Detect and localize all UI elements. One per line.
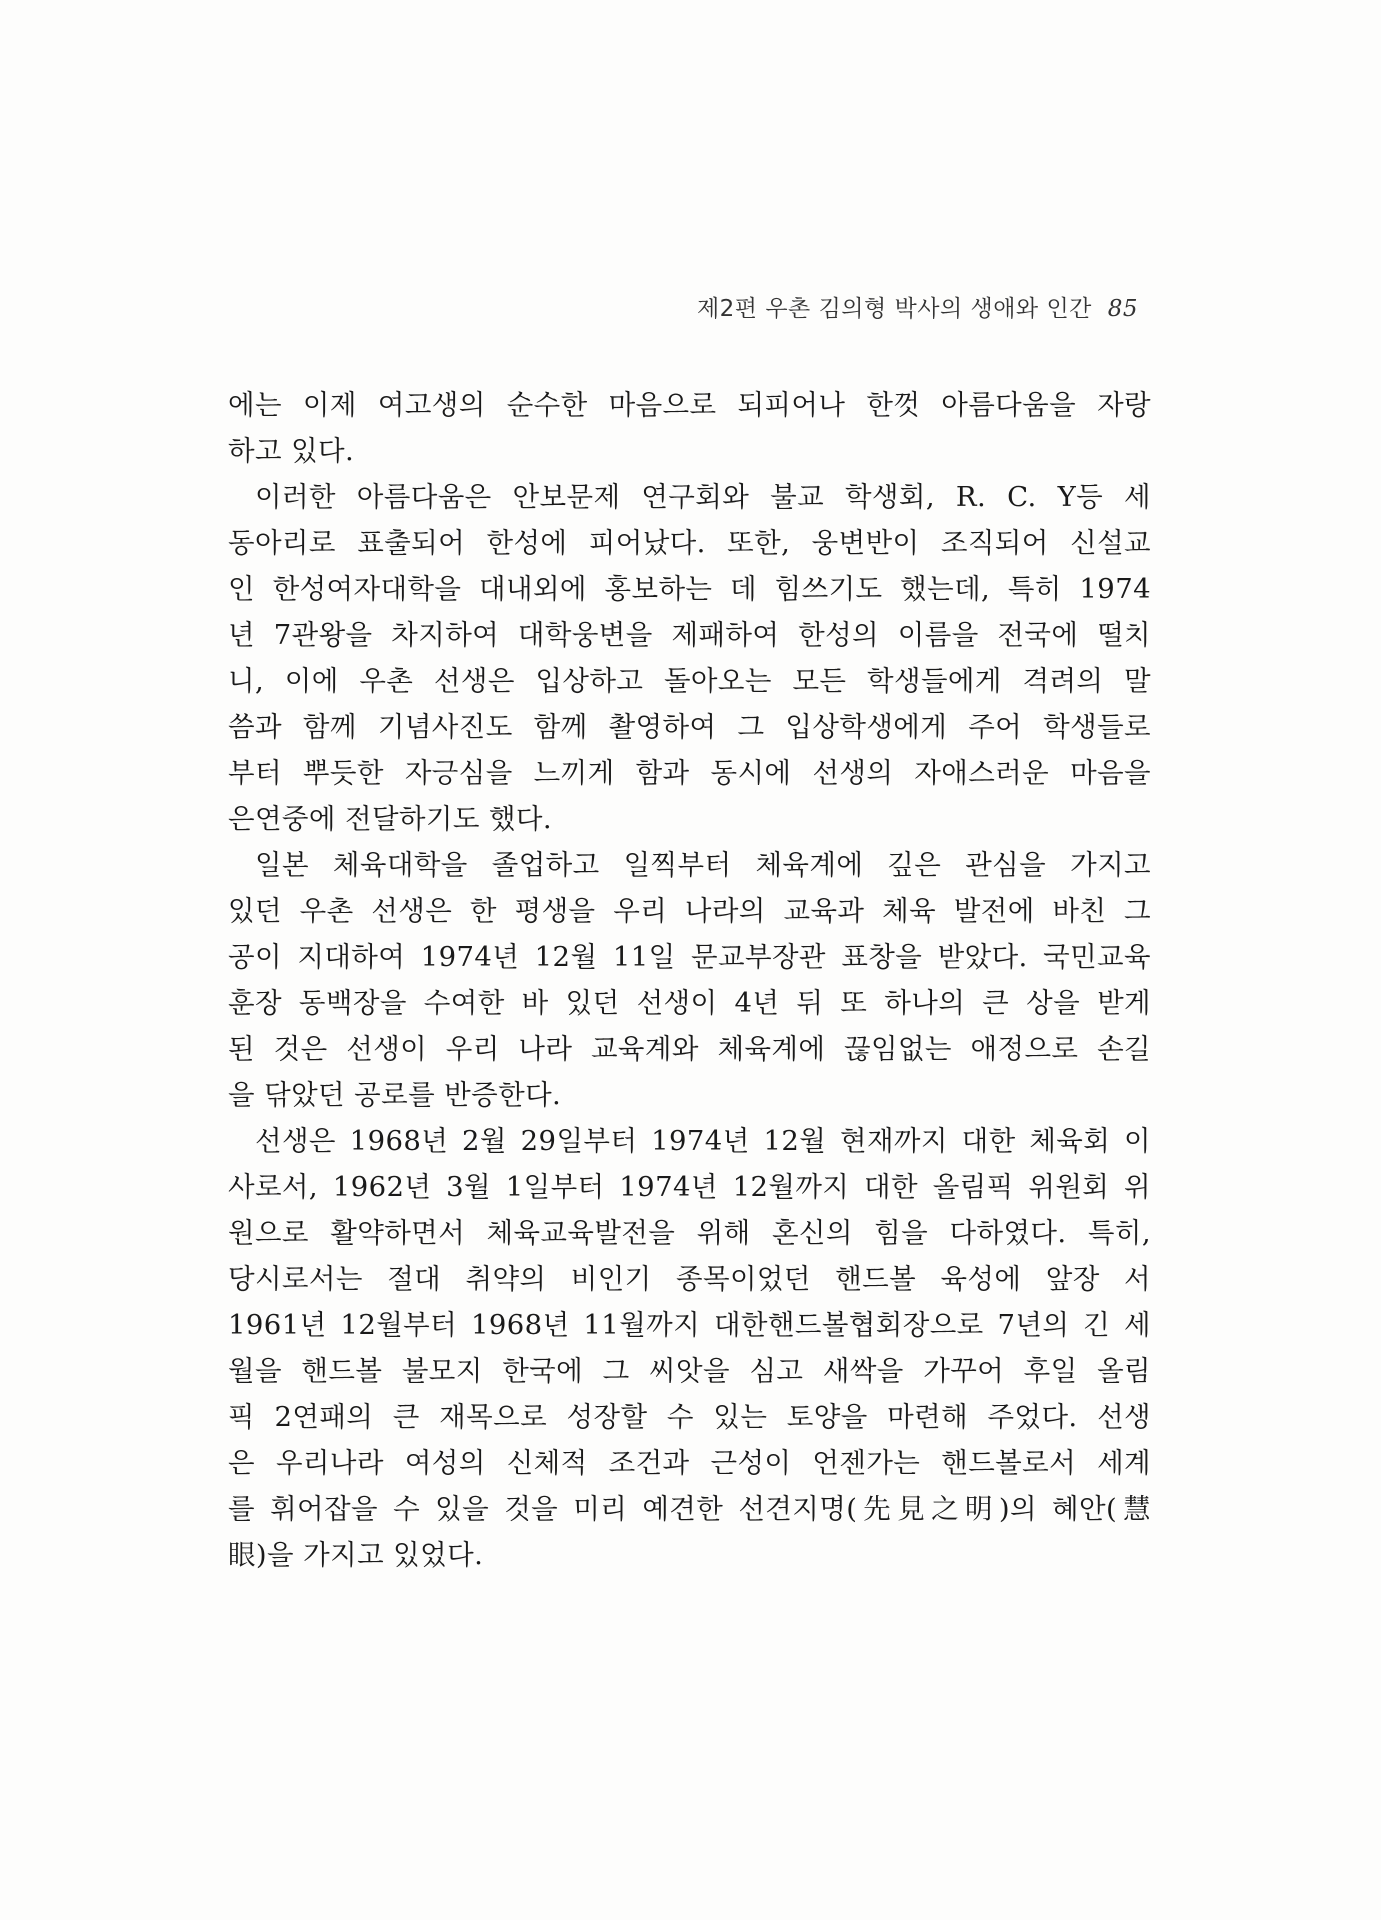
text-line: 년 7관왕을 차지하여 대학웅변을 제패하여 한성의 이름을 전국에 떨치 (228, 619, 1151, 651)
text-line: 에는 이제 여고생의 순수한 마음으로 되피어나 한껏 아름다움을 자랑 (228, 389, 1151, 421)
text-line: 있던 우촌 선생은 한 평생을 우리 나라의 교육과 체육 발전에 바친 그 (228, 895, 1151, 927)
body-text (228, 382, 1151, 1578)
text-line: 훈장 동백장을 수여한 바 있던 선생이 4년 뒤 또 하나의 큰 상을 받게 (228, 987, 1151, 1019)
text-line: 이러한 아름다움은 안보문제 연구회와 불교 학생회, R. C. Y등 세 (255, 481, 1151, 513)
text-line: 공이 지대하여 1974년 12월 11일 문교부장관 표창을 받았다. 국민교육 (228, 941, 1151, 973)
text-line: 를 휘어잡을 수 있을 것을 미리 예견한 선견지명(先見之明)의 혜안(慧 (228, 1493, 1151, 1525)
paragraph-1 (228, 382, 1151, 474)
text-line: 일본 체육대학을 졸업하고 일찍부터 체육계에 깊은 관심을 가지고 (255, 849, 1151, 881)
paragraph-4 (228, 1118, 1151, 1578)
text-line: 선생은 1968년 2월 29일부터 1974년 12월 현재까지 대한 체육회 이 (255, 1125, 1151, 1157)
text-line: 니, 이에 우촌 선생은 입상하고 돌아오는 모든 학생들에게 격려의 말 (228, 665, 1151, 697)
paragraph-3 (228, 842, 1151, 1118)
paragraph-2 (228, 474, 1151, 842)
chapter-title: 제2편 우촌 김의형 박사의 생애와 인간 (696, 296, 1092, 322)
text-line: 을 닦았던 공로를 반증한다. (228, 1079, 562, 1111)
text-line: 사로서, 1962년 3월 1일부터 1974년 12월까지 대한 올림픽 위원회 위 (228, 1171, 1151, 1203)
text-line: 동아리로 표출되어 한성에 피어났다. 또한, 웅변반이 조직되어 신설교 (228, 527, 1151, 559)
text-line: 하고 있다. (228, 435, 355, 467)
text-line: 원으로 활약하면서 체육교육발전을 위해 혼신의 힘을 다하였다. 특히, (228, 1217, 1151, 1249)
page-number: 85 (1107, 296, 1138, 322)
text-line: 부터 뿌듯한 자긍심을 느끼게 함과 동시에 선생의 자애스러운 마음을 (228, 757, 1151, 789)
text-line: 眼)을 가지고 있었다. (228, 1539, 484, 1571)
text-line: 월을 핸드볼 불모지 한국에 그 씨앗을 심고 새싹을 가꾸어 후일 올림 (228, 1355, 1151, 1387)
text-line: 당시로서는 절대 취약의 비인기 종목이었던 핸드볼 육성에 앞장 서 (228, 1263, 1151, 1295)
text-line: 된 것은 선생이 우리 나라 교육계와 체육계에 끊임없는 애정으로 손길 (228, 1033, 1151, 1065)
text-line: 은연중에 전달하기도 했다. (228, 803, 553, 835)
text-line: 은 우리나라 여성의 신체적 조건과 근성이 언젠가는 핸드볼로서 세계 (228, 1447, 1151, 1479)
text-line: 픽 2연패의 큰 재목으로 성장할 수 있는 토양을 마련해 주었다. 선생 (228, 1401, 1151, 1433)
text-line: 1961년 12월부터 1968년 11월까지 대한핸드볼협회장으로 7년의 긴 세 (228, 1309, 1151, 1341)
text-line: 인 한성여자대학을 대내외에 홍보하는 데 힘쓰기도 했는데, 특히 1974 (228, 573, 1151, 605)
running-header (697, 290, 1138, 323)
text-line: 씀과 함께 기념사진도 함께 촬영하여 그 입상학생에게 주어 학생들로 (228, 711, 1151, 743)
